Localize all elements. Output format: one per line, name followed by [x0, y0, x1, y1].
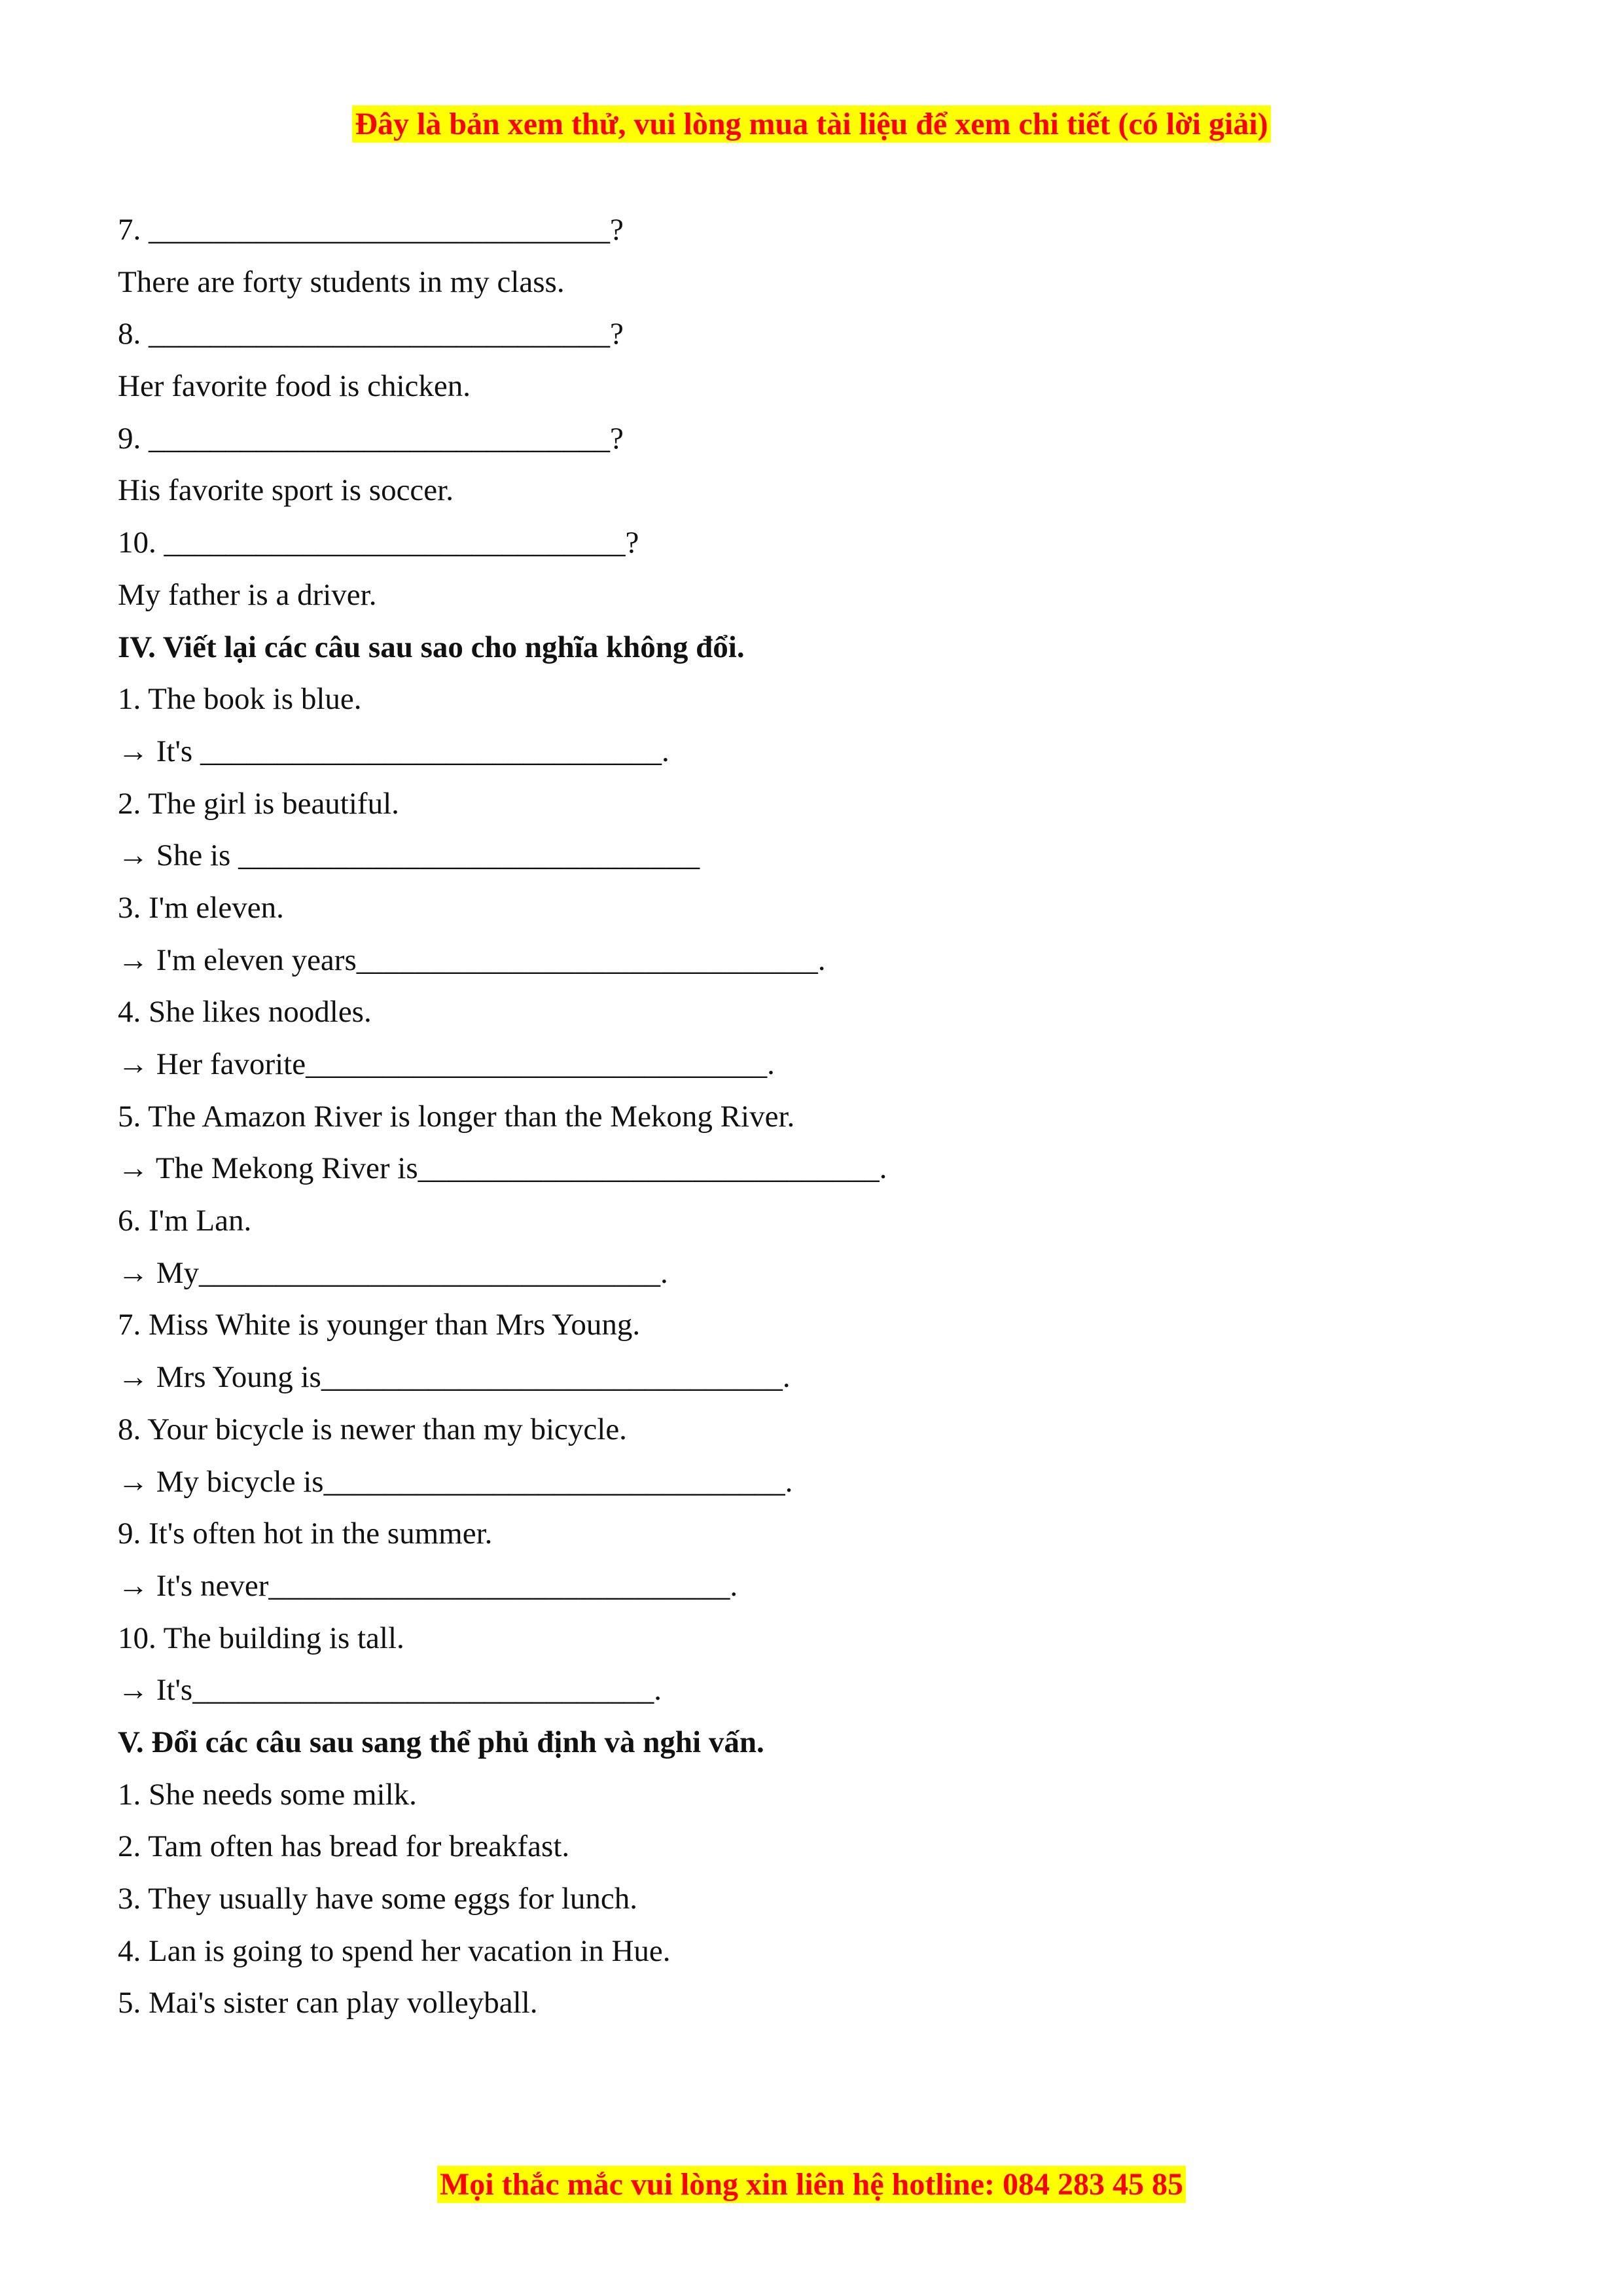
- worksheet-line: 9. It's often hot in the summer.: [118, 1516, 493, 1551]
- worksheet-line: 1. The book is blue.: [118, 682, 362, 717]
- worksheet-line: 2. Tam often has bread for breakfast.: [118, 1829, 570, 1864]
- worksheet-line: → It's ______________________________.: [118, 734, 669, 768]
- worksheet-line: 8. Your bicycle is newer than my bicycle.: [118, 1412, 627, 1446]
- worksheet-line: → I'm eleven years______________________________.: [118, 942, 826, 977]
- worksheet-line: 4. She likes noodles.: [118, 995, 372, 1030]
- worksheet-line: 8. ______________________________?: [118, 317, 624, 351]
- worksheet-line: 3. They usually have some eggs for lunch.: [118, 1882, 638, 1916]
- worksheet-body: [118, 204, 1505, 2030]
- worksheet-line: → It's never______________________________.: [118, 1568, 738, 1603]
- section-heading: IV. Viết lại các câu sau sao cho nghĩa không đổi.: [118, 630, 745, 664]
- hotline-text: Mọi thắc mắc vui lòng xin liên hệ hotline: 084 283 45 85: [437, 2166, 1186, 2203]
- worksheet-line: My father is a driver.: [118, 577, 377, 612]
- worksheet-line: There are forty students in my class.: [118, 264, 565, 299]
- worksheet-line: → Mrs Young is______________________________.: [118, 1360, 791, 1395]
- worksheet-line: 7. ______________________________?: [118, 213, 624, 247]
- worksheet-line: 10. The building is tall.: [118, 1621, 404, 1655]
- worksheet-line: 2. The girl is beautiful.: [118, 786, 399, 821]
- worksheet-line: → The Mekong River is______________________________.: [118, 1151, 887, 1186]
- worksheet-line: 4. Lan is going to spend her vacation in Hue.: [118, 1933, 671, 1968]
- section-heading: V. Đổi các câu sau sang thể phủ định và nghi vấn.: [118, 1725, 764, 1759]
- worksheet-line: → Her favorite______________________________.: [118, 1047, 775, 1081]
- hotline-banner: [0, 2165, 1623, 2204]
- worksheet-line: 3. I'm eleven.: [118, 890, 284, 925]
- worksheet-line: His favorite sport is soccer.: [118, 473, 454, 508]
- worksheet-line: → My______________________________.: [118, 1255, 668, 1290]
- worksheet-line: 6. I'm Lan.: [118, 1204, 252, 1238]
- worksheet-line: → She is ______________________________: [118, 838, 700, 873]
- worksheet-line: 1. She needs some milk.: [118, 1777, 417, 1812]
- worksheet-line: 10. ______________________________?: [118, 526, 639, 560]
- worksheet-line: 5. The Amazon River is longer than the Mekong River.: [118, 1099, 795, 1134]
- worksheet-line: → It's______________________________.: [118, 1673, 662, 1708]
- worksheet-line: 9. ______________________________?: [118, 421, 624, 456]
- preview-notice-text: Đây là bản xem thử, vui lòng mua tài liệu để xem chi tiết (có lời giải): [352, 105, 1270, 143]
- worksheet-line: Her favorite food is chicken.: [118, 369, 471, 404]
- worksheet-line: → My bicycle is______________________________.: [118, 1464, 793, 1499]
- preview-notice-banner: [0, 105, 1623, 144]
- worksheet-line: 7. Miss White is younger than Mrs Young.: [118, 1308, 641, 1342]
- worksheet-line: 5. Mai's sister can play volleyball.: [118, 1986, 538, 2020]
